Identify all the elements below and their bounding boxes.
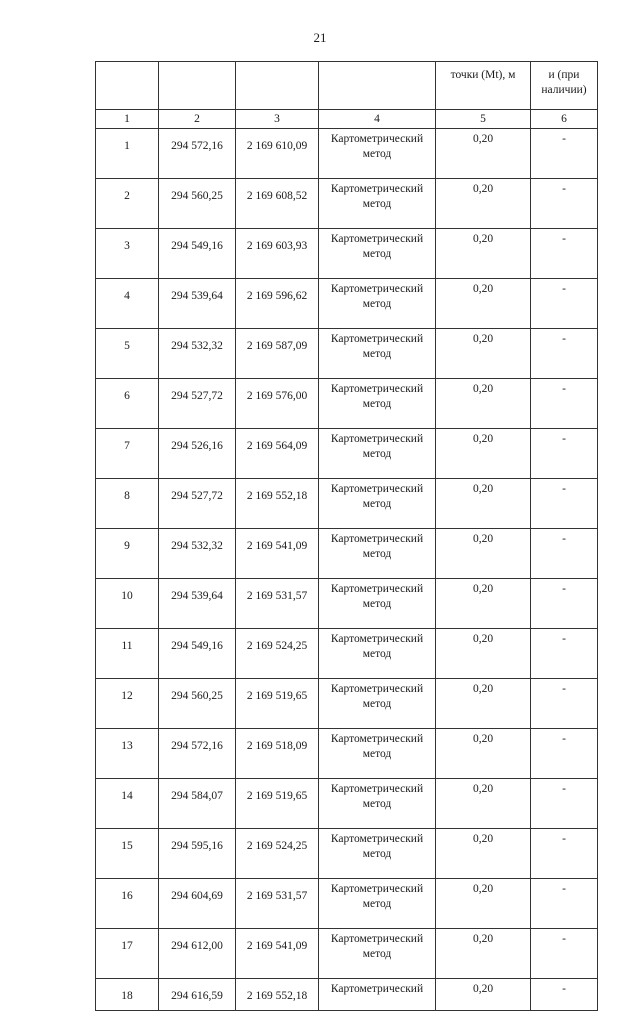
note-cell: - — [531, 279, 598, 329]
y-coordinate-cell: 2 169 596,62 — [236, 279, 319, 329]
accuracy-cell: 0,20 — [436, 479, 531, 529]
point-number-cell: 9 — [96, 529, 159, 579]
y-coordinate-cell: 2 169 541,09 — [236, 529, 319, 579]
accuracy-cell: 0,20 — [436, 129, 531, 179]
point-number-cell: 15 — [96, 829, 159, 879]
x-coordinate-cell: 294 549,16 — [159, 629, 236, 679]
note-cell: - — [531, 479, 598, 529]
coordinates-table — [95, 61, 598, 1011]
table-row — [96, 329, 598, 379]
accuracy-cell: 0,20 — [436, 979, 531, 1011]
y-coordinate-cell: 2 169 518,09 — [236, 729, 319, 779]
x-coordinate-cell: 294 616,59 — [159, 979, 236, 1011]
accuracy-cell: 0,20 — [436, 929, 531, 979]
note-cell: - — [531, 879, 598, 929]
note-cell: - — [531, 579, 598, 629]
table-row — [96, 979, 598, 1011]
point-number-cell: 1 — [96, 129, 159, 179]
note-cell: - — [531, 429, 598, 479]
x-coordinate-cell: 294 560,25 — [159, 179, 236, 229]
x-coordinate-cell: 294 532,32 — [159, 329, 236, 379]
table-row — [96, 179, 598, 229]
accuracy-cell: 0,20 — [436, 329, 531, 379]
x-coordinate-cell: 294 527,72 — [159, 479, 236, 529]
point-number-cell: 12 — [96, 679, 159, 729]
x-coordinate-cell: 294 612,00 — [159, 929, 236, 979]
x-coordinate-cell: 294 572,16 — [159, 729, 236, 779]
x-coordinate-cell: 294 604,69 — [159, 879, 236, 929]
y-coordinate-cell: 2 169 541,09 — [236, 929, 319, 979]
method-cell: Картометрический метод — [319, 629, 436, 679]
y-coordinate-cell: 2 169 576,00 — [236, 379, 319, 429]
x-coordinate-cell: 294 595,16 — [159, 829, 236, 879]
x-coordinate-cell: 294 572,16 — [159, 129, 236, 179]
method-cell: Картометрический метод — [319, 179, 436, 229]
table-row — [96, 229, 598, 279]
y-coordinate-cell: 2 169 531,57 — [236, 879, 319, 929]
note-cell: - — [531, 729, 598, 779]
column-number: 2 — [159, 110, 236, 129]
table-row — [96, 579, 598, 629]
note-cell: - — [531, 979, 598, 1011]
table-row — [96, 429, 598, 479]
accuracy-cell: 0,20 — [436, 179, 531, 229]
method-cell: Картометрический метод — [319, 929, 436, 979]
method-cell: Картометрический метод — [319, 729, 436, 779]
accuracy-cell: 0,20 — [436, 829, 531, 879]
accuracy-cell: 0,20 — [436, 879, 531, 929]
y-coordinate-cell: 2 169 552,18 — [236, 479, 319, 529]
column-number-row — [96, 110, 598, 129]
accuracy-cell: 0,20 — [436, 729, 531, 779]
note-cell: - — [531, 629, 598, 679]
point-number-cell: 17 — [96, 929, 159, 979]
method-cell: Картометрический метод — [319, 829, 436, 879]
page-number: 21 — [313, 30, 327, 45]
note-cell: - — [531, 779, 598, 829]
method-cell: Картометрический метод — [319, 579, 436, 629]
accuracy-cell: 0,20 — [436, 629, 531, 679]
y-coordinate-cell: 2 169 519,65 — [236, 779, 319, 829]
accuracy-cell: 0,20 — [436, 579, 531, 629]
point-number-cell: 4 — [96, 279, 159, 329]
header-cell-2 — [159, 62, 236, 110]
column-number: 4 — [319, 110, 436, 129]
y-coordinate-cell: 2 169 524,25 — [236, 629, 319, 679]
accuracy-cell: 0,20 — [436, 379, 531, 429]
y-coordinate-cell: 2 169 531,57 — [236, 579, 319, 629]
column-number: 3 — [236, 110, 319, 129]
table-row — [96, 529, 598, 579]
accuracy-cell: 0,20 — [436, 279, 531, 329]
table-row — [96, 379, 598, 429]
y-coordinate-cell: 2 169 564,09 — [236, 429, 319, 479]
y-coordinate-cell: 2 169 608,52 — [236, 179, 319, 229]
y-coordinate-cell: 2 169 519,65 — [236, 679, 319, 729]
accuracy-cell: 0,20 — [436, 679, 531, 729]
accuracy-cell: 0,20 — [436, 779, 531, 829]
note-cell: - — [531, 379, 598, 429]
y-coordinate-cell: 2 169 587,09 — [236, 329, 319, 379]
point-number-cell: 10 — [96, 579, 159, 629]
x-coordinate-cell: 294 539,64 — [159, 579, 236, 629]
point-number-cell: 14 — [96, 779, 159, 829]
note-cell: - — [531, 329, 598, 379]
table-row — [96, 479, 598, 529]
table-row — [96, 629, 598, 679]
method-cell: Картометрический метод — [319, 429, 436, 479]
x-coordinate-cell: 294 560,25 — [159, 679, 236, 729]
note-cell: - — [531, 129, 598, 179]
method-cell: Картометрический метод — [319, 279, 436, 329]
method-cell: Картометрический метод — [319, 229, 436, 279]
note-cell: - — [531, 829, 598, 879]
point-number-cell: 13 — [96, 729, 159, 779]
point-number-cell: 5 — [96, 329, 159, 379]
method-cell: Картометрический метод — [319, 879, 436, 929]
method-cell: Картометрический метод — [319, 529, 436, 579]
x-coordinate-cell: 294 526,16 — [159, 429, 236, 479]
note-cell: - — [531, 929, 598, 979]
y-coordinate-cell: 2 169 610,09 — [236, 129, 319, 179]
x-coordinate-cell: 294 527,72 — [159, 379, 236, 429]
x-coordinate-cell: 294 532,32 — [159, 529, 236, 579]
x-coordinate-cell: 294 549,16 — [159, 229, 236, 279]
table-row — [96, 129, 598, 179]
table-row — [96, 929, 598, 979]
header-cell-6: и (при наличии) — [531, 62, 598, 110]
table-row — [96, 679, 598, 729]
note-cell: - — [531, 679, 598, 729]
point-number-cell: 6 — [96, 379, 159, 429]
method-cell: Картометрический — [319, 979, 436, 1011]
table-row — [96, 879, 598, 929]
x-coordinate-cell: 294 539,64 — [159, 279, 236, 329]
table-header-row — [96, 62, 598, 110]
header-cell-3 — [236, 62, 319, 110]
header-cell-4 — [319, 62, 436, 110]
column-number: 6 — [531, 110, 598, 129]
method-cell: Картометрический метод — [319, 679, 436, 729]
y-coordinate-cell: 2 169 524,25 — [236, 829, 319, 879]
header-cell-5: точки (Mt), м — [436, 62, 531, 110]
note-cell: - — [531, 179, 598, 229]
y-coordinate-cell: 2 169 552,18 — [236, 979, 319, 1011]
x-coordinate-cell: 294 584,07 — [159, 779, 236, 829]
table-row — [96, 829, 598, 879]
table-row — [96, 279, 598, 329]
point-number-cell: 16 — [96, 879, 159, 929]
y-coordinate-cell: 2 169 603,93 — [236, 229, 319, 279]
method-cell: Картометрический метод — [319, 779, 436, 829]
table-row — [96, 729, 598, 779]
method-cell: Картометрический метод — [319, 329, 436, 379]
method-cell: Картометрический метод — [319, 129, 436, 179]
method-cell: Картометрический метод — [319, 379, 436, 429]
column-number: 1 — [96, 110, 159, 129]
accuracy-cell: 0,20 — [436, 229, 531, 279]
method-cell: Картометрический метод — [319, 479, 436, 529]
accuracy-cell: 0,20 — [436, 429, 531, 479]
point-number-cell: 11 — [96, 629, 159, 679]
point-number-cell: 3 — [96, 229, 159, 279]
note-cell: - — [531, 229, 598, 279]
point-number-cell: 2 — [96, 179, 159, 229]
header-cell-1 — [96, 62, 159, 110]
column-number: 5 — [436, 110, 531, 129]
point-number-cell: 7 — [96, 429, 159, 479]
table-row — [96, 779, 598, 829]
note-cell: - — [531, 529, 598, 579]
point-number-cell: 8 — [96, 479, 159, 529]
point-number-cell: 18 — [96, 979, 159, 1011]
accuracy-cell: 0,20 — [436, 529, 531, 579]
